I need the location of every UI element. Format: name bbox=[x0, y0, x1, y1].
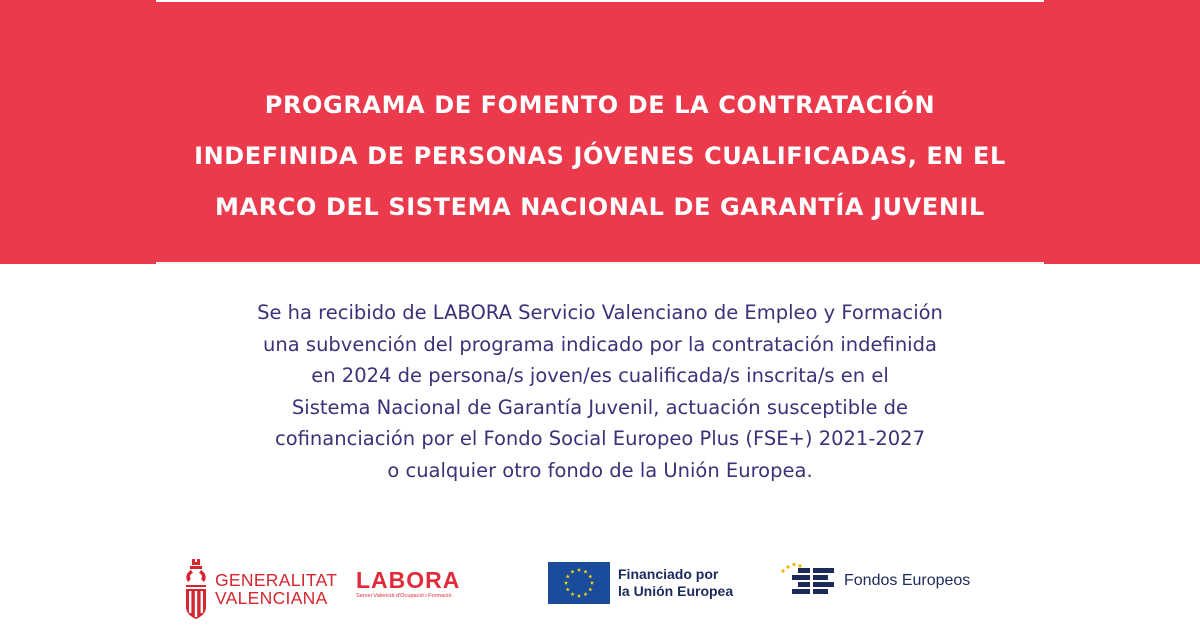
banner-top-divider bbox=[156, 0, 1044, 2]
title-line-1: PROGRAMA DE FOMENTO DE LA CONTRATACIÓN bbox=[264, 91, 936, 119]
eu-flag-icon bbox=[548, 562, 610, 604]
notice-line-6: o cualquier otro fondo de la Unión Europea. bbox=[387, 458, 813, 482]
eu-line-2: la Unión Europea bbox=[618, 583, 734, 599]
header-banner bbox=[0, 0, 1200, 264]
eu-line-1: Financiado por bbox=[618, 566, 719, 582]
fondos-europeos-icon bbox=[778, 562, 836, 600]
title-line-3: MARCO DEL SISTEMA NACIONAL DE GARANTÍA JUVENIL bbox=[215, 193, 985, 221]
notice-line-5: cofinanciación por el Fondo Social Europeo Plus (FSE+) 2021-2027 bbox=[275, 427, 925, 451]
eu-funding-text bbox=[618, 566, 733, 600]
generalitat-wordmark bbox=[215, 571, 337, 607]
fondos-europeos-logo bbox=[778, 562, 988, 602]
funding-notice bbox=[150, 297, 1050, 487]
generalitat-emblem-icon bbox=[183, 558, 209, 620]
labora-wordmark: LABORA bbox=[356, 567, 461, 593]
notice-line-2: una subvención del programa indicado por la contratación indefinida bbox=[263, 332, 937, 356]
generalitat-line-1: GENERALITAT bbox=[215, 570, 338, 590]
labora-logo bbox=[356, 568, 486, 608]
banner-bottom-divider bbox=[156, 262, 1044, 264]
program-title bbox=[150, 80, 1050, 233]
labora-subtitle: Servei Valencià d'Ocupació i Formació bbox=[356, 593, 452, 599]
title-line-2: INDEFINIDA DE PERSONAS JÓVENES CUALIFICADAS, EN EL bbox=[194, 142, 1006, 170]
notice-line-4: Sistema Nacional de Garantía Juvenil, actuación susceptible de bbox=[291, 395, 909, 419]
notice-line-1: Se ha recibido de LABORA Servicio Valenciano de Empleo y Formación bbox=[257, 301, 943, 324]
eu-funding-logo bbox=[548, 562, 748, 606]
fondos-europeos-label: Fondos Europeos bbox=[844, 572, 971, 589]
generalitat-valenciana-logo bbox=[183, 558, 338, 620]
notice-line-3: en 2024 de persona/s joven/es cualificada/s inscrita/s en el bbox=[311, 364, 889, 388]
generalitat-line-2: VALENCIANA bbox=[215, 588, 328, 608]
